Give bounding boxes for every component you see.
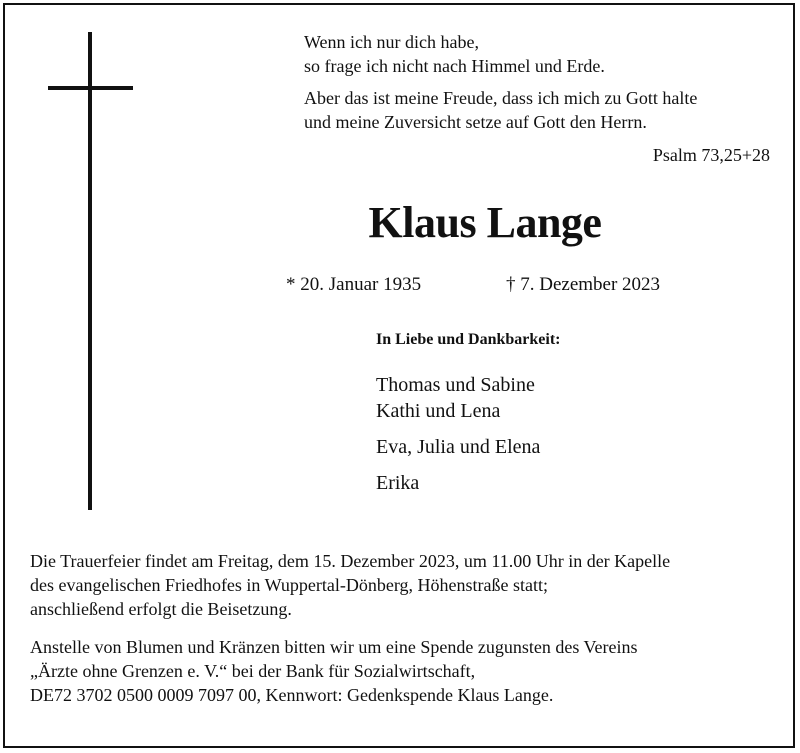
verse-source: Psalm 73,25+28 — [652, 145, 770, 165]
verse-line: Wenn ich nur dich habe, — [304, 32, 479, 52]
funeral-info — [30, 549, 775, 621]
verse-line: und meine Zuversicht setze auf Gott den Herrn. — [304, 112, 647, 132]
verse-stanza-1 — [304, 30, 774, 78]
birth-date: * 20. Januar 1935 — [286, 274, 422, 295]
funeral-line: anschließend erfolgt die Beisetzung. — [30, 599, 292, 619]
notice-text — [30, 549, 775, 721]
bible-verse — [304, 30, 774, 134]
mourner-line: Thomas und Sabine — [376, 374, 535, 396]
cross-icon — [88, 32, 92, 510]
mourner-line: Erika — [376, 472, 420, 494]
mourners-list — [376, 372, 540, 506]
mourners-heading: In Liebe und Dankbarkeit: — [376, 331, 561, 348]
death-date: † 7. Dezember 2023 — [506, 274, 661, 295]
mourner-line: Kathi und Lena — [376, 400, 501, 422]
mourner-group — [376, 372, 540, 424]
verse-stanza-2 — [304, 86, 774, 134]
mourner-line: Eva, Julia und Elena — [376, 436, 541, 458]
deceased-name: Klaus Lange — [368, 198, 602, 247]
funeral-line: des evangelischen Friedhofes in Wuppertal-Dönberg, Höhenstraße statt; — [30, 575, 548, 595]
donation-line: Anstelle von Blumen und Kränzen bitten wir um eine Spende zugunsten des Vereins — [30, 637, 638, 657]
mourner-group — [376, 434, 540, 460]
donation-line: DE72 3702 0500 0009 7097 00, Kennwort: Gedenkspende Klaus Lange. — [30, 685, 554, 705]
verse-line: Aber das ist meine Freude, dass ich mich zu Gott halte — [304, 88, 698, 108]
donation-info — [30, 635, 775, 707]
funeral-line: Die Trauerfeier findet am Freitag, dem 15. Dezember 2023, um 11.00 Uhr in der Kapelle — [30, 551, 671, 571]
donation-line: „Ärzte ohne Grenzen e. V.“ bei der Bank für Sozialwirtschaft, — [30, 661, 476, 681]
cross-icon-bar — [48, 86, 133, 90]
verse-line: so frage ich nicht nach Himmel und Erde. — [304, 56, 605, 76]
mourner-group — [376, 470, 540, 496]
